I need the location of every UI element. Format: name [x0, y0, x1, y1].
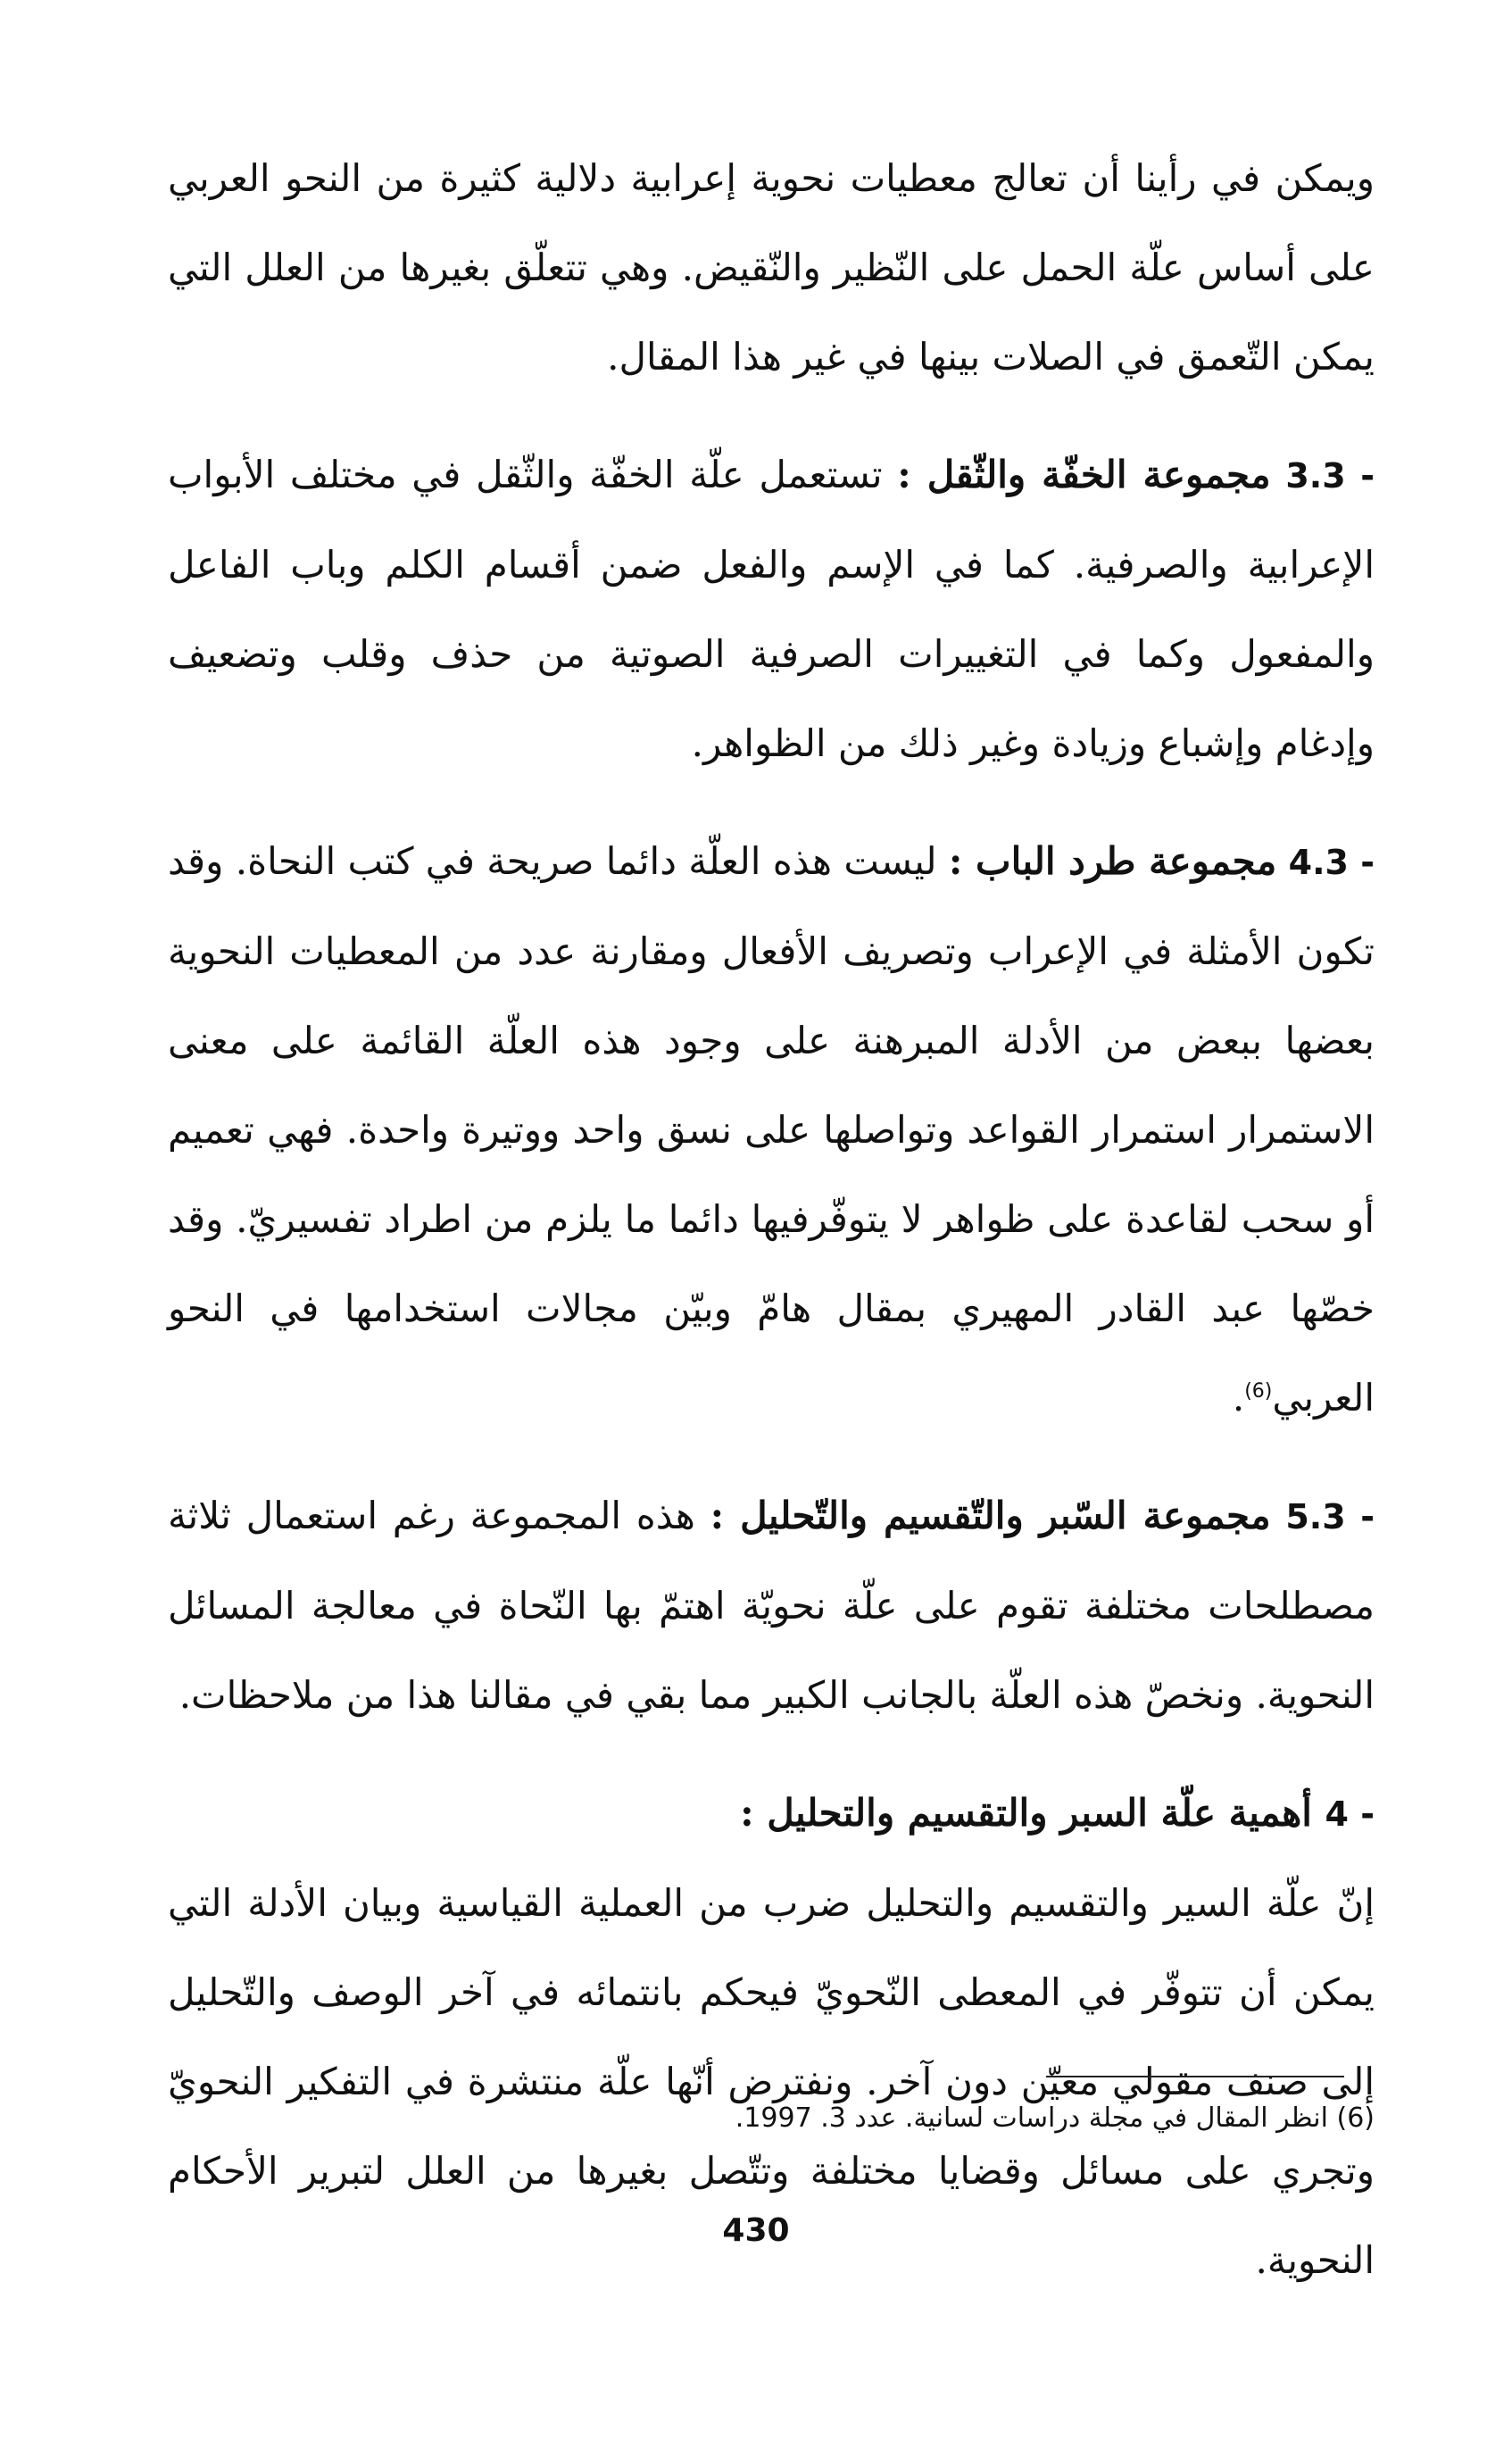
section-3-4 [168, 817, 1375, 1443]
section-3-5-number: 5.3 - [1285, 1497, 1375, 1536]
section-4-title: أهمية علّة السبر والتقسيم والتحليل : [740, 1791, 1312, 1835]
footnote-reference[interactable]: (6) [1244, 1380, 1273, 1403]
section-3-5 [168, 1471, 1375, 1740]
section-3-3 [168, 430, 1375, 788]
section-3-5-title: مجموعة السّبر والتّقسيم والتّحليل : [710, 1494, 1271, 1537]
section-3-4-text: ليست هذه العلّة دائما صريحة في كتب النحاة. وقد تكون الأمثلة في الإعراب وتصريف الأفعال ومقارنة عدد من المعطيات النحوية بعضها ببعض من الأدلة المبرهنة على وجود هذه العلّة القائمة على معنى الاستمرار استمرار القواعد وتواصلها على نسق واحد ووتيرة واحدة. فهي تعميم أو سحب لقاعدة على ظواهر لا يتوفّرفيها دائما ما يلزم من اطراد تفسيريّ. وقد خصّها عبد القادر المهيري بمقال هامّ وبيّن مجالات استخدامها في النحو العربي [168, 839, 1375, 1419]
page-number: 430 [722, 2212, 790, 2249]
intro-paragraph [168, 134, 1375, 402]
footnote-divider [1046, 2076, 1344, 2077]
section-4-heading [168, 1769, 1375, 1859]
section-4-text: إنّ علّة السير والتقسيم والتحليل ضرب من العملية القياسية وبيان الأدلة التي يمكن أن تتوفّر في المعطى النّحويّ فيحكم بانتمائه في آخر الوصف والتّحليل إلى صنف مقولي معيّن دون آخر. ونفترض أنّها علّة منتشرة في التفكير النحويّ وتجري على مسائل وقضايا مختلفة وتتّصل بغيرها من العلل لتبرير الأحكام النحوية. [168, 1881, 1375, 2282]
section-4-number: 4 - [1325, 1794, 1375, 1834]
section-3-4-end: . [1232, 1376, 1245, 1419]
intro-text: ويمكن في رأينا أن تعالج معطيات نحوية إعرابية دلالية كثيرة من النحو العربي على أساس علّة الحمل على النّظير والنّقيض. وهي تتعلّق بغيرها من العلل التي يمكن التّعمق في الصلات بينها في غير هذا المقال. [168, 156, 1375, 379]
section-3-3-title: مجموعة الخفّة والثّقل : [897, 453, 1271, 496]
section-3-3-text: تستعمل علّة الخفّة والثّقل في مختلف الأبواب الإعرابية والصرفية. كما في الإسم والفعل ضمن أقسام الكلم وباب الفاعل والمفعول وكما في التغييرات الصرفية الصوتية من حذف وقلب وتضعيف وإدغام وإشباع وزيادة وغير ذلك من الظواهر. [168, 453, 1375, 765]
section-3-3-number: 3.3 - [1285, 456, 1375, 495]
footnote: (6) انظر المقال في مجلة دراسات لسانية. عدد 3. 1997. [735, 2102, 1375, 2134]
section-3-5-text: هذه المجموعة رغم استعمال ثلاثة مصطلحات مختلفة تقوم على علّة نحويّة اهتمّ بها النّحاة في معالجة المسائل النحوية. ونخصّ هذه العلّة بالجانب الكبير مما بقي في مقالنا هذا من ملاحظات. [168, 1494, 1375, 1717]
section-3-4-number: 4.3 - [1288, 843, 1375, 882]
page-body [168, 134, 1375, 2305]
section-3-4-title: مجموعة طرد الباب : [948, 839, 1277, 883]
